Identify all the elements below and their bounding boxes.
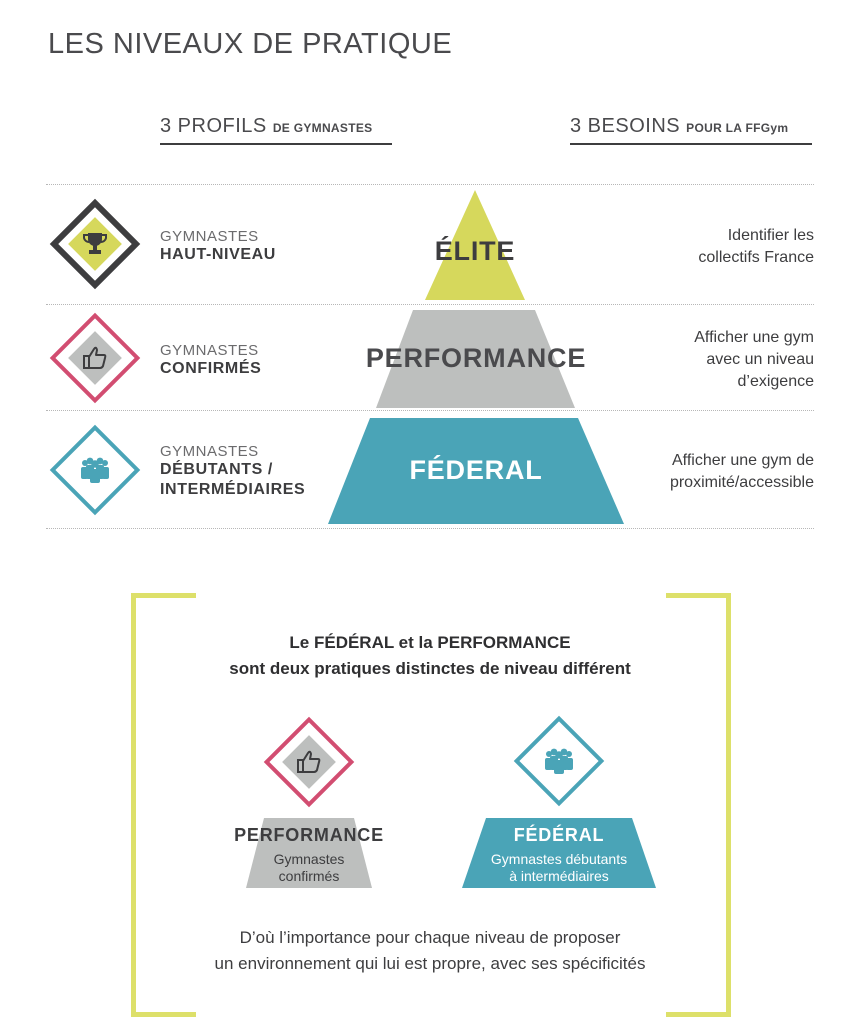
profile-federal-line2: DÉBUTANTS / — [160, 461, 273, 478]
profiles-heading-small: DE GYMNASTES — [272, 121, 373, 135]
trophy-icon — [77, 226, 113, 262]
group-icon — [539, 743, 579, 779]
level-performance-label: PERFORMANCE — [365, 343, 587, 373]
profile-federal-line1: GYMNASTES — [160, 443, 259, 460]
need-performance-line: avec un niveau — [706, 351, 814, 368]
profile-elite — [160, 228, 276, 265]
closing-text-line2: un environnement qui lui est propre, avec ses spécificités — [214, 954, 646, 973]
need-federal-line: proximité/accessible — [669, 474, 814, 491]
federal-mini-subtitle — [460, 851, 658, 885]
profile-elite-line1: GYMNASTES — [160, 228, 259, 245]
performance-mini-sub-line: confirmés — [278, 868, 340, 884]
needs-underline — [570, 143, 812, 145]
profiles-heading-main: 3 PROFILS — [160, 115, 267, 137]
profiles-heading — [160, 115, 372, 138]
need-federal — [670, 450, 814, 494]
level-federal-label: FÉDERAL — [409, 455, 543, 485]
performance-mini-sub-line: Gymnastes — [273, 851, 345, 867]
profile-federal — [160, 443, 305, 500]
need-elite-line: Identifier les — [727, 227, 814, 244]
page-title: LES NIVEAUX DE PRATIQUE — [48, 28, 453, 60]
needs-heading — [570, 115, 788, 138]
need-federal-line: Afficher une gym de — [671, 452, 814, 469]
need-elite-line: collectifs France — [698, 249, 814, 266]
comparison-headline-line1: Le FÉDÉRAL et la PERFORMANCE — [289, 633, 571, 652]
thumbs-up-icon — [291, 744, 327, 780]
comparison-headline-line2: sont deux pratiques distinctes de niveau différent — [229, 659, 631, 678]
federal-mini-title: FÉDÉRAL — [513, 825, 605, 845]
needs-heading-main: 3 BESOINS — [570, 115, 681, 137]
thumbs-up-icon — [77, 340, 113, 376]
performance-mini-title: PERFORMANCE — [234, 825, 384, 845]
performance-mini-subtitle — [244, 851, 374, 885]
need-elite — [698, 225, 814, 269]
profile-performance-line1: GYMNASTES — [160, 342, 259, 359]
federal-mini-sub-line: à intermédiaires — [509, 868, 609, 884]
profile-performance-line2: CONFIRMÉS — [160, 360, 262, 377]
comparison-headline — [140, 630, 720, 682]
need-performance-line: d’exigence — [737, 373, 814, 390]
row-separator — [46, 528, 814, 529]
needs-heading-small: POUR LA FFGym — [686, 121, 789, 135]
need-performance-line: Afficher une gym — [694, 329, 814, 346]
profiles-underline — [160, 143, 392, 145]
closing-text — [140, 925, 720, 977]
row-separator — [46, 184, 814, 185]
profile-elite-line2: HAUT-NIVEAU — [160, 246, 276, 263]
need-performance — [694, 327, 814, 393]
group-icon — [75, 452, 115, 488]
closing-text-line1: D’où l’importance pour chaque niveau de proposer — [239, 928, 621, 947]
level-elite-label: ÉLITE — [434, 236, 516, 266]
federal-mini-sub-line: Gymnastes débutants — [490, 851, 628, 867]
profile-federal-line3: INTERMÉDIAIRES — [160, 481, 306, 498]
profile-performance — [160, 342, 261, 379]
